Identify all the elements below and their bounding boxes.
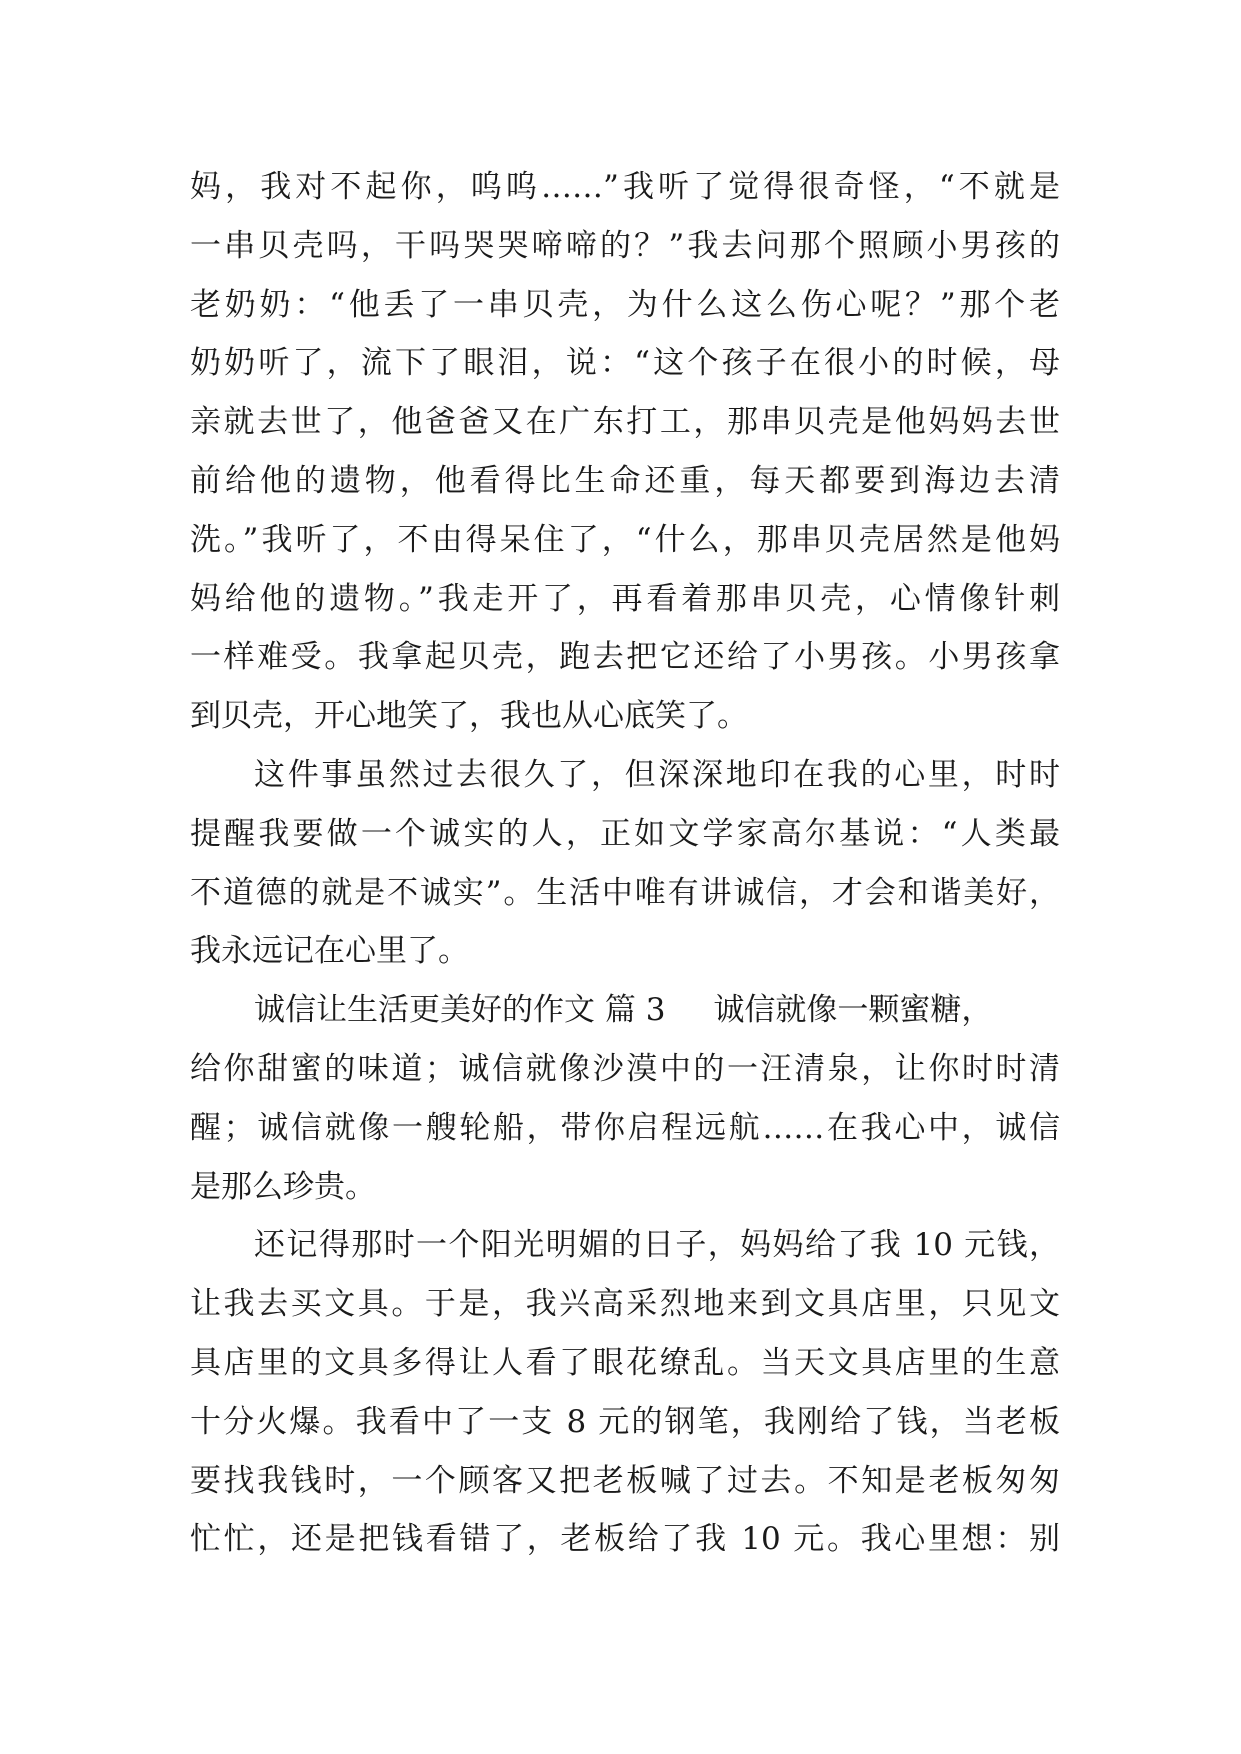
text-line: 是那么珍贵。 xyxy=(190,1168,376,1205)
text-line: 亲就去世了，他爸爸又在广东打工，那串贝壳是他妈妈去世 xyxy=(190,404,1060,441)
text-line: 忙忙，还是把钱看错了，老板给了我 10 元。我心里想：别 xyxy=(190,1521,1060,1558)
section-title: 诚信让生活更美好的作文 篇 3 xyxy=(254,992,666,1029)
essay-body xyxy=(190,158,1060,1569)
text-line: 具店里的文具多得让人看了眼花缭乱。当天文具店里的生意 xyxy=(190,1344,1060,1381)
section-lead-text: 诚信就像一颗蜜糖， xyxy=(713,992,993,1029)
paragraph-3 xyxy=(190,981,1060,1216)
text-line: 不道德的就是不诚实”。生活中唯有讲诚信，才会和谐美好， xyxy=(190,874,1060,911)
text-line: 到贝壳，开心地笑了，我也从心底笑了。 xyxy=(190,698,748,735)
text-line: 一串贝壳吗，干吗哭哭啼啼的？”我去问那个照顾小男孩的 xyxy=(190,227,1060,264)
text-line: 奶奶听了，流下了眼泪，说：“这个孩子在很小的时候，母 xyxy=(190,345,1060,382)
text-line: 老奶奶：“他丢了一串贝壳，为什么这么伤心呢？”那个老 xyxy=(190,286,1060,323)
text-line: 十分火爆。我看中了一支 8 元的钢笔，我刚给了钱，当老板 xyxy=(190,1403,1060,1440)
text-line: 给你甜蜜的味道；诚信就像沙漠中的一汪清泉，让你时时清 xyxy=(190,1050,1060,1087)
text-line: 妈给他的遗物。”我走开了，再看着那串贝壳，心情像针刺 xyxy=(190,580,1060,617)
text-line: 前给他的遗物，他看得比生命还重，每天都要到海边去清 xyxy=(190,462,1060,499)
text-line: 一样难受。我拿起贝壳，跑去把它还给了小男孩。小男孩拿 xyxy=(190,639,1060,676)
text-line: 提醒我要做一个诚实的人，正如文学家高尔基说：“人类最 xyxy=(190,815,1060,852)
text-line: 还记得那时一个阳光明媚的日子，妈妈给了我 10 元钱， xyxy=(254,1227,1060,1264)
text-line: 让我去买文具。于是，我兴高采烈地来到文具店里，只见文 xyxy=(190,1286,1060,1323)
text-line: 要找我钱时，一个顾客又把老板喊了过去。不知是老板匆匆 xyxy=(190,1462,1060,1499)
text-line: 这件事虽然过去很久了，但深深地印在我的心里，时时 xyxy=(254,756,1060,793)
text-line: 我永远记在心里了。 xyxy=(190,933,469,970)
text-line: 洗。”我听了，不由得呆住了，“什么，那串贝壳居然是他妈 xyxy=(190,521,1060,558)
section-title-line xyxy=(190,981,1060,1040)
text-line: 醒；诚信就像一艘轮船，带你启程远航……在我心中，诚信 xyxy=(190,1109,1060,1146)
paragraph-2 xyxy=(190,746,1060,981)
paragraph-4 xyxy=(190,1216,1060,1569)
paragraph-1 xyxy=(190,158,1060,746)
text-line: 妈，我对不起你，呜呜……”我听了觉得很奇怪，“不就是 xyxy=(190,169,1060,205)
